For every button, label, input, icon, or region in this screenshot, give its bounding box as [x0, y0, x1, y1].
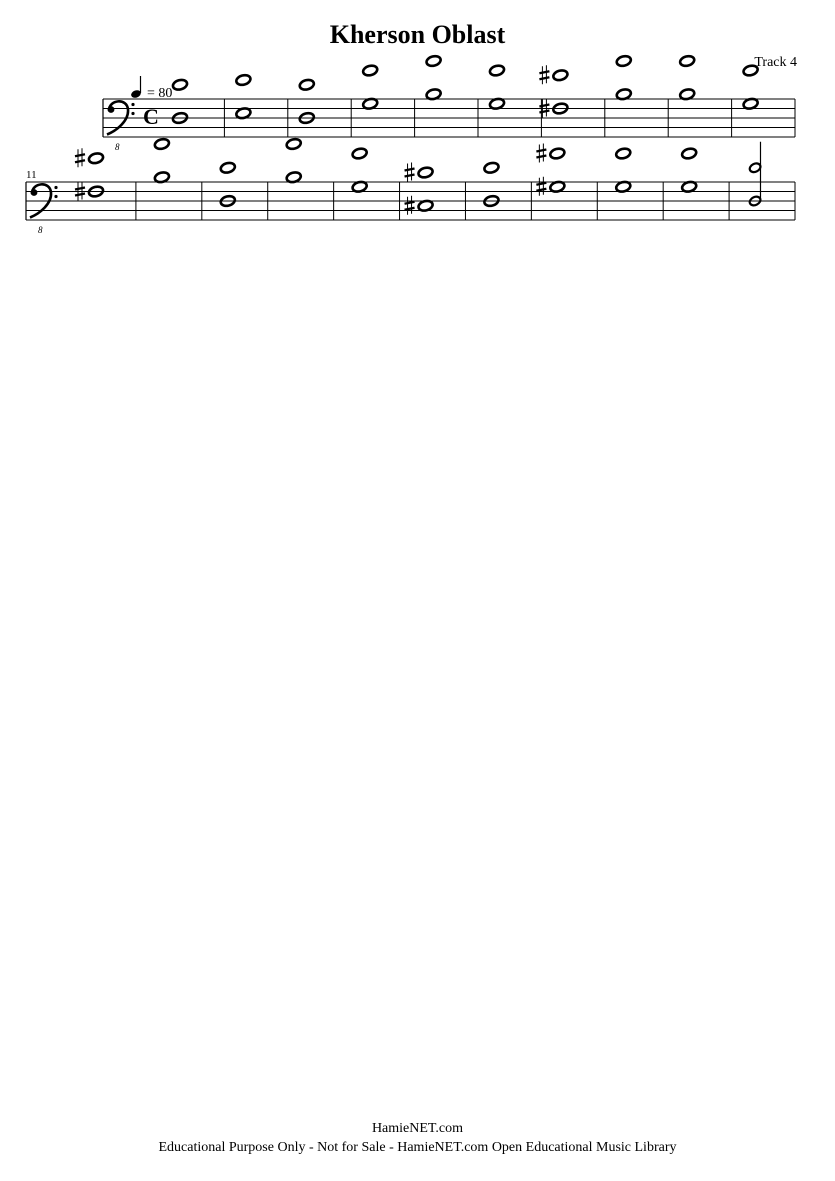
measure: [748, 142, 762, 207]
sharp-icon: [536, 144, 546, 163]
measure: [299, 78, 315, 124]
note-head: [742, 64, 758, 77]
note-head: [616, 55, 632, 68]
tempo-marking: [130, 76, 172, 101]
staff-system-2: [26, 138, 795, 235]
measure: [483, 161, 499, 207]
note-head: [549, 147, 565, 160]
measure: [539, 65, 568, 117]
footer-notice: Educational Purpose Only - Not for Sale - HamieNET.com Open Educational Music Library: [158, 1140, 677, 1155]
sharp-icon: [536, 177, 546, 196]
note-head: [299, 78, 315, 91]
measure: [172, 78, 188, 124]
clef-octave-label: 8: [38, 225, 43, 235]
note-head: [748, 162, 762, 174]
sharp-icon: [405, 163, 415, 182]
note-head: [417, 166, 433, 179]
note-head: [679, 55, 695, 68]
note-head: [172, 78, 188, 91]
time-signature: C: [143, 104, 159, 129]
measure: [742, 64, 758, 110]
page-title: Kherson Oblast: [329, 20, 506, 49]
note-head: [489, 64, 505, 77]
note-head: [552, 69, 568, 82]
music-score: [0, 0, 835, 300]
note-head: [220, 161, 236, 174]
measure: [536, 144, 565, 196]
measure: [616, 55, 632, 101]
note-head: [286, 138, 302, 151]
note-head: [615, 147, 631, 160]
measure: [681, 147, 697, 193]
note-head: [154, 138, 170, 151]
measure: [154, 138, 170, 184]
measure: [351, 147, 367, 193]
sharp-icon: [75, 148, 85, 167]
measure: [75, 148, 104, 200]
note-head: [483, 161, 499, 174]
measure: [679, 55, 695, 101]
measure: [235, 74, 251, 120]
note-head: [351, 147, 367, 160]
sharp-icon: [405, 196, 415, 215]
measure: [425, 55, 441, 101]
measure: [220, 161, 236, 207]
tempo-text: = 80: [147, 86, 173, 101]
clef-octave-label: 8: [115, 142, 120, 152]
measure: [362, 64, 378, 110]
measure: [489, 64, 505, 110]
measure: [405, 163, 434, 215]
note-head: [362, 64, 378, 77]
sharp-icon: [539, 65, 549, 84]
note-head: [235, 74, 251, 87]
note-head: [88, 152, 104, 165]
staff-system-1: [103, 55, 795, 152]
measure-number: 11: [26, 169, 37, 181]
measure: [286, 138, 302, 184]
footer-site: HamieNET.com: [371, 1121, 464, 1136]
note-head: [425, 55, 441, 68]
measure: [615, 147, 631, 193]
instrument-label: Track 4: [754, 55, 797, 70]
note-head: [681, 147, 697, 160]
